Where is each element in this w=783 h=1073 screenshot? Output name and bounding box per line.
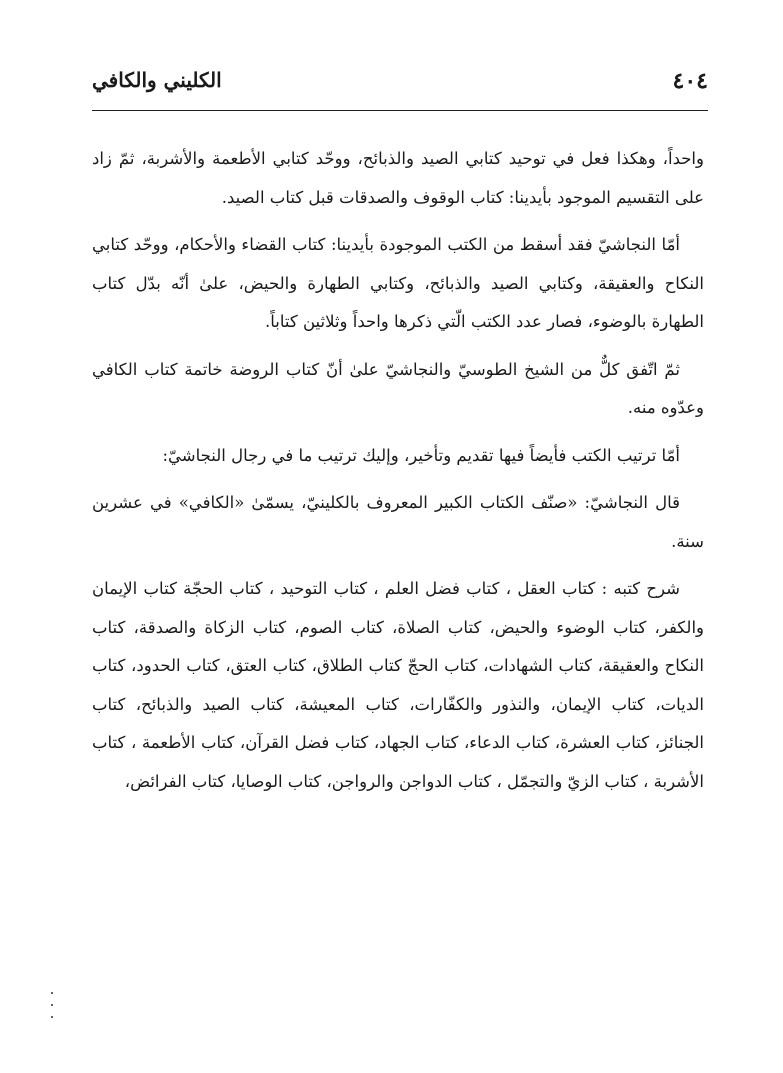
paragraph: شرح كتبه : كتاب العقل ، كتاب فضل العلم ، كتاب التوحيد ، كتاب الحجّة كتاب الإيمان والكفر، كتاب الوضوء والحيض، كتاب الصلاة، كتاب الصوم، كتاب الزكاة والصدقة، كتاب النكاح والعقيقة، كتاب الشهادات، كتاب الحجّ كتاب الطلاق، كتاب العتق، كتاب الحدود، كتاب الديات، كتاب الإيمان، والنذور والكفّارات، كتاب المعيشة، كتاب الصيد والذبائح، كتاب الجنائز، كتاب العشرة، كتاب الدعاء، كتاب الجهاد، كتاب فضل القرآن، كتاب الأطعمة ، كتاب الأشربة ، كتاب الزيّ والتجمّل ، كتاب الدواجن والرواجن، كتاب الوصايا، كتاب الفرائض،: [92, 579, 704, 791]
paragraph: أمّا ترتيب الكتب فأيضاً فيها تقديم وتأخير، وإليك ترتيب ما في رجال النجاشيّ:: [162, 445, 680, 465]
paragraph: قال النجاشيّ: «صنّف الكتاب الكبير المعروف بالكلينيّ، يسمّىٰ «الكافي» في عشرين سنة.: [92, 493, 704, 551]
page-header: [92, 66, 708, 100]
header-divider: [92, 110, 708, 111]
page-number: ٤٠٤: [672, 68, 708, 94]
margin-dots: [48, 990, 56, 1030]
paragraph: أمّا النجاشيّ فقد أسقط من الكتب الموجودة بأيدينا: كتاب القضاء والأحكام، ووحّد كتابي النكاح والعقيقة، وكتابي الصيد والذبائح، وكتابي الطهارة والحيض، علىٰ أنّه بدّل كتاب الطهارة بالوضوء، فصار عدد الكتب الّتي ذكرها واحداً وثلاثين كتاباً.: [92, 235, 704, 331]
body-text: [92, 140, 704, 801]
paragraph: واحداً، وهكذا فعل في توحيد كتابي الصيد والذبائح، ووحّد كتابي الأطعمة والأشربة، ثمّ زاد على التقسيم الموجود بأيدينا: كتاب الوقوف والصدقات قبل كتاب الصيد.: [92, 149, 704, 207]
paragraph: ثمّ اتّفق كلٌّ من الشيخ الطوسيّ والنجاشيّ علىٰ أنّ كتاب الروضة خاتمة كتاب الكافي وعدّوه منه.: [92, 359, 704, 417]
running-title: الكليني والكافي: [92, 68, 222, 92]
